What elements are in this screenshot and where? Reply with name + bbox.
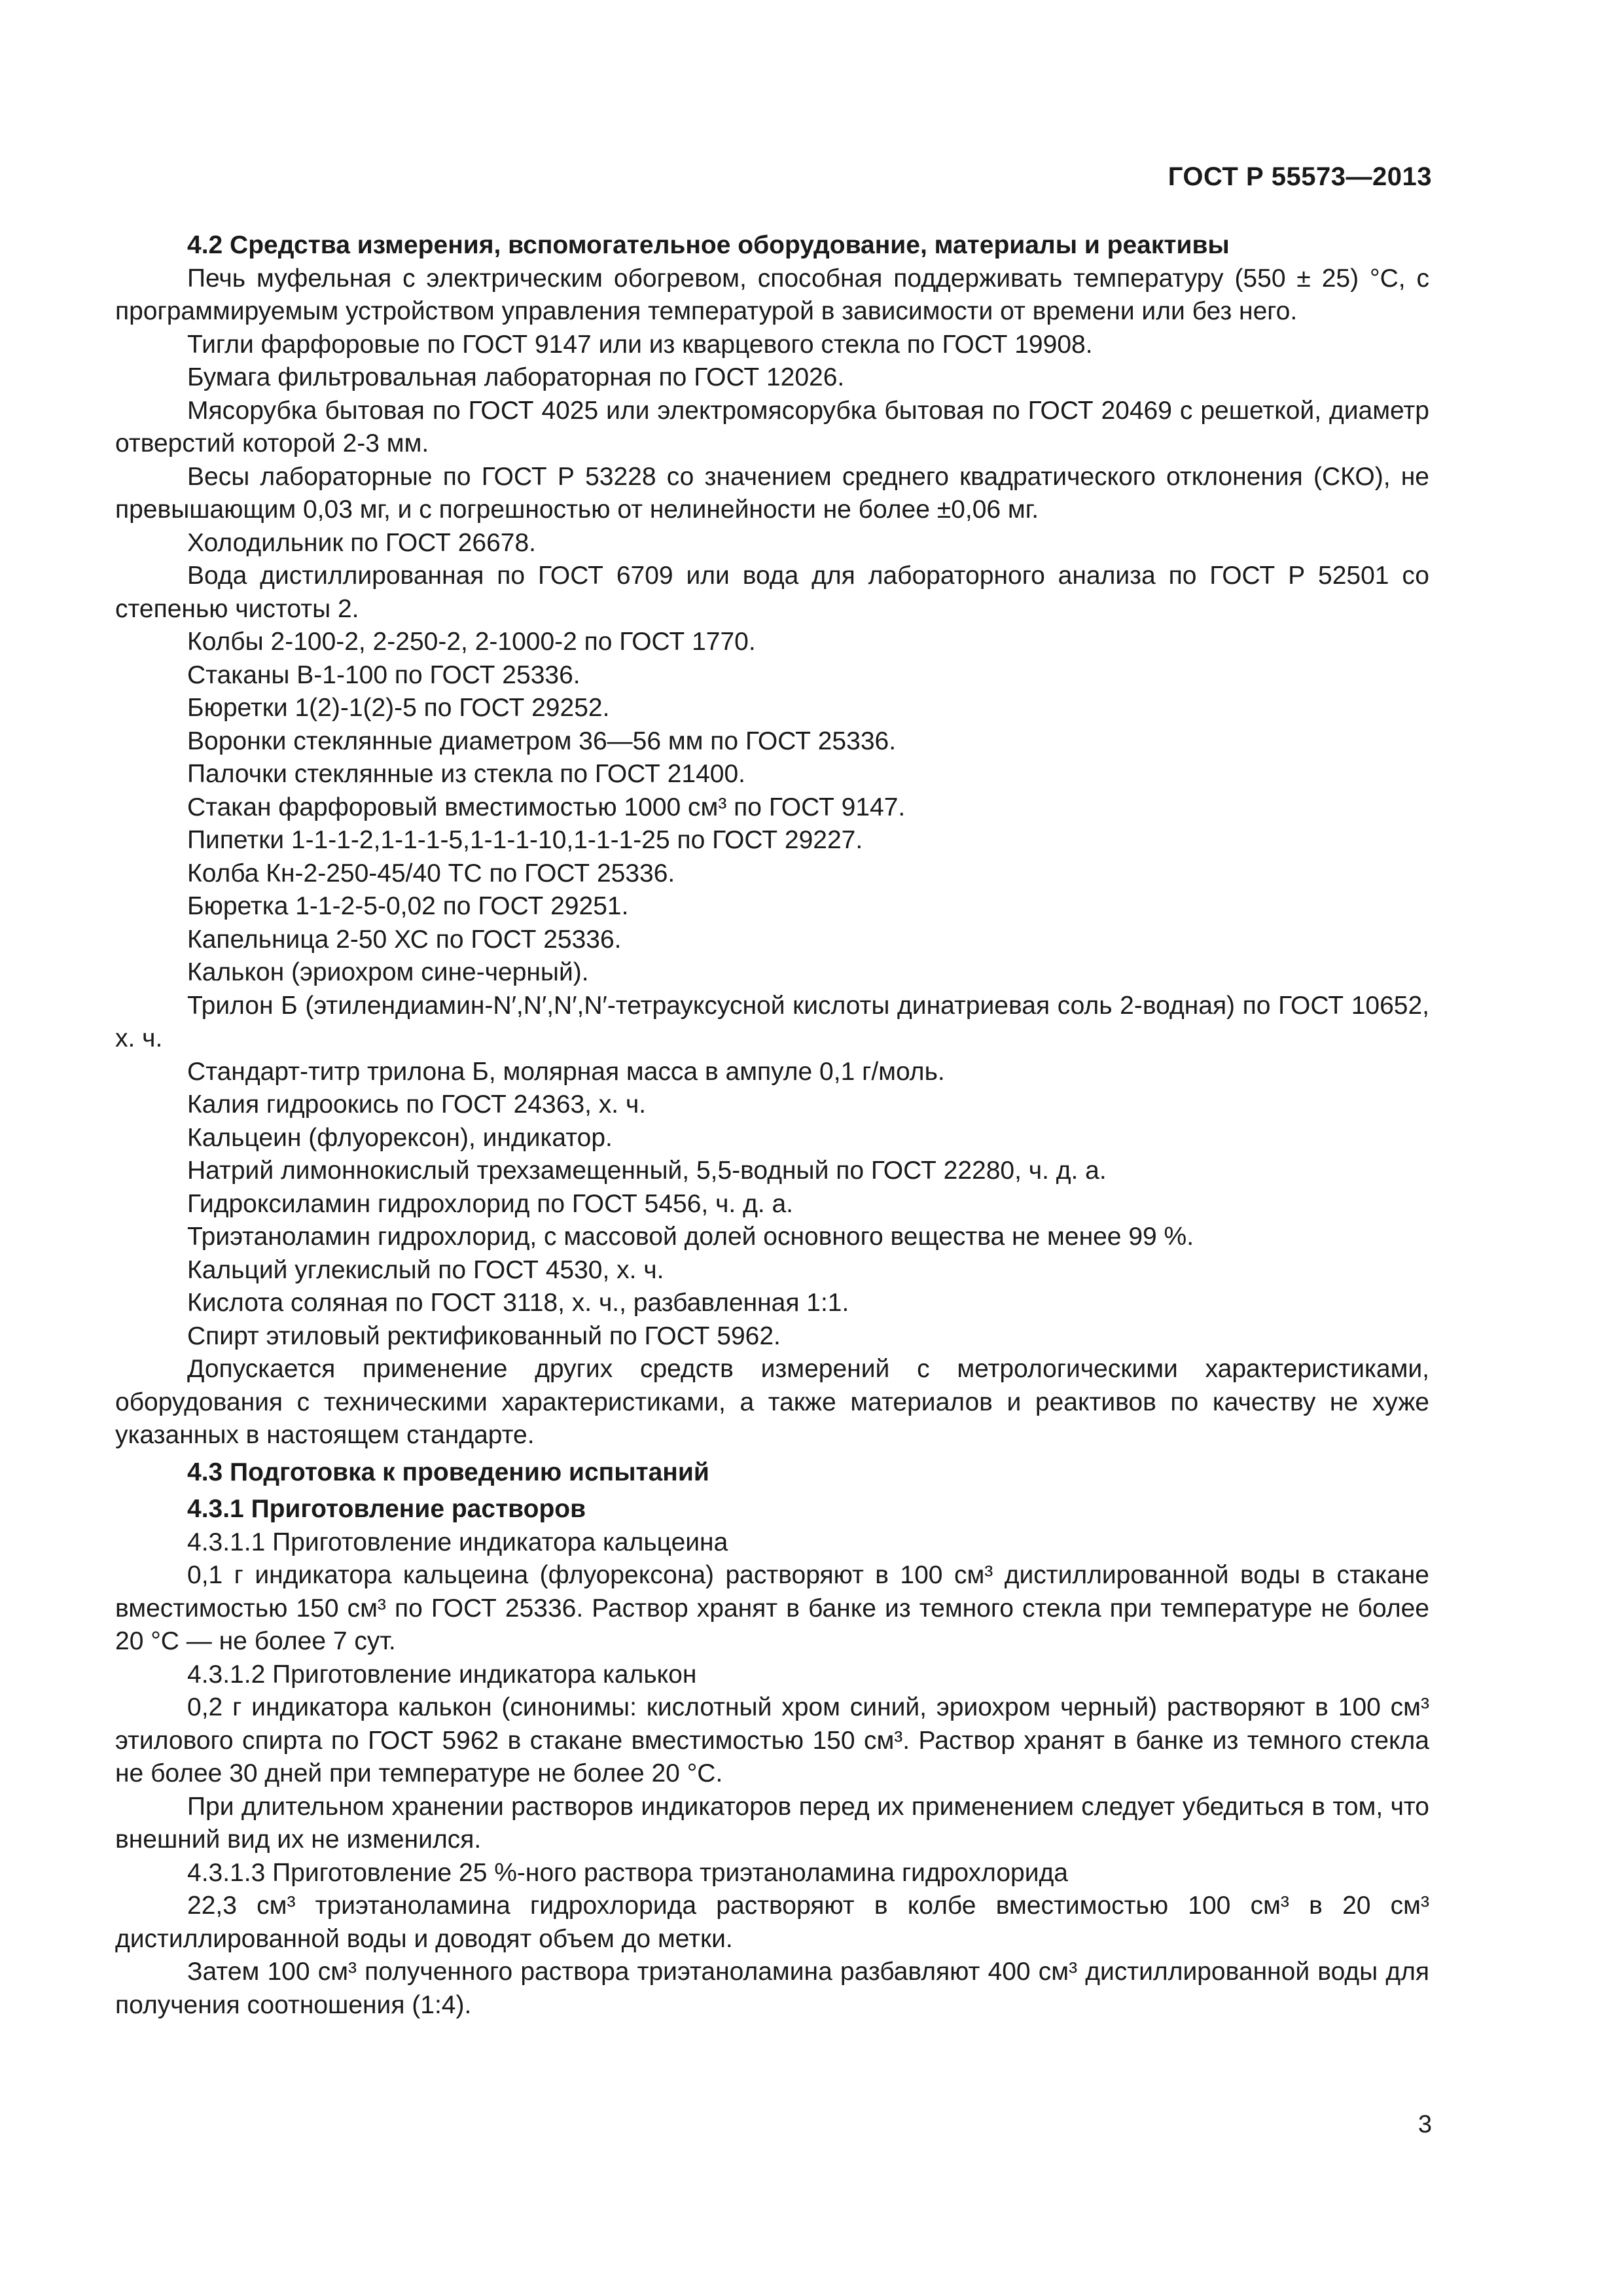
list-item: Кислота соляная по ГОСТ 3118, х. ч., разбавленная 1:1. [187, 1289, 849, 1317]
list-item: Мясорубка бытовая по ГОСТ 4025 или электромясорубка бытовая по ГОСТ 20469 с решеткой, диаметр отверстий которой 2-3 мм. [115, 396, 1429, 457]
list-item: Спирт этиловый ректификованный по ГОСТ 5962. [187, 1321, 781, 1350]
clause-title-4-3-1-1: 4.3.1.1 Приготовление индикатора кальцеина [187, 1528, 728, 1556]
list-item: Колба Кн-2-250-45/40 ТС по ГОСТ 25336. [187, 859, 675, 888]
list-item: Вода дистиллированная по ГОСТ 6709 или вода для лабораторного анализа по ГОСТ Р 52501 со степенью чистоты 2. [115, 562, 1429, 623]
standard-code: ГОСТ Р 55573—2013 [1168, 162, 1432, 191]
clause-title-4-3-1-2: 4.3.1.2 Приготовление индикатора калькон [187, 1660, 697, 1689]
list-item: Холодильник по ГОСТ 26678. [187, 528, 536, 557]
clause-text-4-3-1-3: 22,3 см³ триэтаноламина гидрохлорида растворяют в колбе вместимостью 100 см³ в 20 см³ дистиллированной воды и доводят объем до метки. [115, 1892, 1429, 1953]
list-item: Воронки стеклянные диаметром 36—56 мм по ГОСТ 25336. [187, 726, 897, 755]
list-item: Калькон (эриохром сине-черный). [187, 958, 589, 986]
list-item: Капельница 2-50 ХС по ГОСТ 25336. [187, 925, 622, 954]
list-item: Кальцеин (флуорексон), индикатор. [187, 1123, 613, 1152]
document-body [115, 229, 1429, 2022]
list-item: Натрий лимоннокислый трехзамещенный, 5,5-водный по ГОСТ 22280, ч. д. а. [187, 1157, 1107, 1185]
list-item: Тигли фарфоровые по ГОСТ 9147 или из кварцевого стекла по ГОСТ 19908. [187, 330, 1093, 359]
list-item: Калия гидроокись по ГОСТ 24363, х. ч. [187, 1090, 647, 1119]
subsection-heading-4-3-1: 4.3.1 Приготовление растворов [187, 1495, 586, 1523]
list-item: Палочки стеклянные из стекла по ГОСТ 21400. [187, 760, 745, 788]
list-item: Печь муфельная с электрическим обогревом, способная поддерживать температуру (550 ± 25) °С, с программируемым устройством управления температурой в зависимости от времени или без него. [115, 264, 1429, 325]
list-item: Допускается применение других средств измерений с метрологическими характеристиками, оборудования с техническими характеристиками, а также материалов и реактивов по качеству не хуже указанных в настоящем стандарте. [115, 1355, 1429, 1449]
list-item: Колбы 2-100-2, 2-250-2, 2-1000-2 по ГОСТ 1770. [187, 628, 756, 656]
section-heading-4-2: 4.2 Средства измерения, вспомогательное оборудование, материалы и реактивы [187, 231, 1230, 259]
section-heading-4-3: 4.3 Подготовка к проведению испытаний [187, 1458, 709, 1486]
list-item: Стакан фарфоровый вместимостью 1000 см³ по ГОСТ 9147. [187, 793, 906, 821]
list-item: Пипетки 1-1-1-2,1-1-1-5,1-1-1-10,1-1-1-25 по ГОСТ 29227. [187, 826, 863, 854]
list-item: Бумага фильтровальная лабораторная по ГОСТ 12026. [187, 363, 845, 391]
list-item: Стандарт-титр трилона Б, молярная масса в ампуле 0,1 г/моль. [187, 1057, 945, 1086]
list-item: Гидроксиламин гидрохлорид по ГОСТ 5456, ч. д. а. [187, 1189, 794, 1218]
list-item: Кальций углекислый по ГОСТ 4530, х. ч. [187, 1255, 664, 1284]
storage-note: При длительном хранении растворов индикаторов перед их применением следует убедиться в том, что внешний вид их не изменился. [115, 1792, 1429, 1854]
list-item: Бюретка 1-1-2-5-0,02 по ГОСТ 29251. [187, 892, 629, 920]
equipment-list [115, 262, 1429, 1452]
clause-text-4-3-1-1: 0,1 г индикатора кальцеина (флуорексона) растворяют в 100 см³ дистиллированной воды в стакане вместимостью 150 см³ по ГОСТ 25336. Раствор хранят в банке из темного стекла при температуре не более 20 °С — не более 7 сут. [115, 1561, 1429, 1655]
list-item: Трилон Б (этилендиамин-N′,N′,N′,N′-тетрауксусной кислоты динатриевая соль 2-водная) по ГОСТ 10652, х. ч. [115, 991, 1429, 1052]
clause-text-4-3-1-2: 0,2 г индикатора калькон (синонимы: кислотный хром синий, эриохром черный) растворяют в 100 см³ этилового спирта по ГОСТ 5962 в стакане вместимостью 150 см³. Раствор хранят в банке из темного стекла не более 30 дней при температуре не более 20 °С. [115, 1693, 1429, 1787]
list-item: Весы лабораторные по ГОСТ Р 53228 со значением среднего квадратического отклонения (СКО), не превышающим 0,03 мг, и с погрешностью от нелинейности не более ±0,06 мг. [115, 462, 1429, 524]
page-number: 3 [1418, 2111, 1432, 2138]
clause-title-4-3-1-3: 4.3.1.3 Приготовление 25 %-ного раствора триэтаноламина гидрохлорида [187, 1858, 1068, 1887]
list-item: Бюретки 1(2)-1(2)-5 по ГОСТ 29252. [187, 694, 610, 722]
dilution-text: Затем 100 см³ полученного раствора триэтаноламина разбавляют 400 см³ дистиллированной воды для получения соотношения (1:4). [115, 1958, 1429, 2019]
list-item: Триэтаноламин гидрохлорид, с массовой долей основного вещества не менее 99 %. [187, 1223, 1194, 1251]
list-item: Стаканы В-1-100 по ГОСТ 25336. [187, 660, 580, 689]
